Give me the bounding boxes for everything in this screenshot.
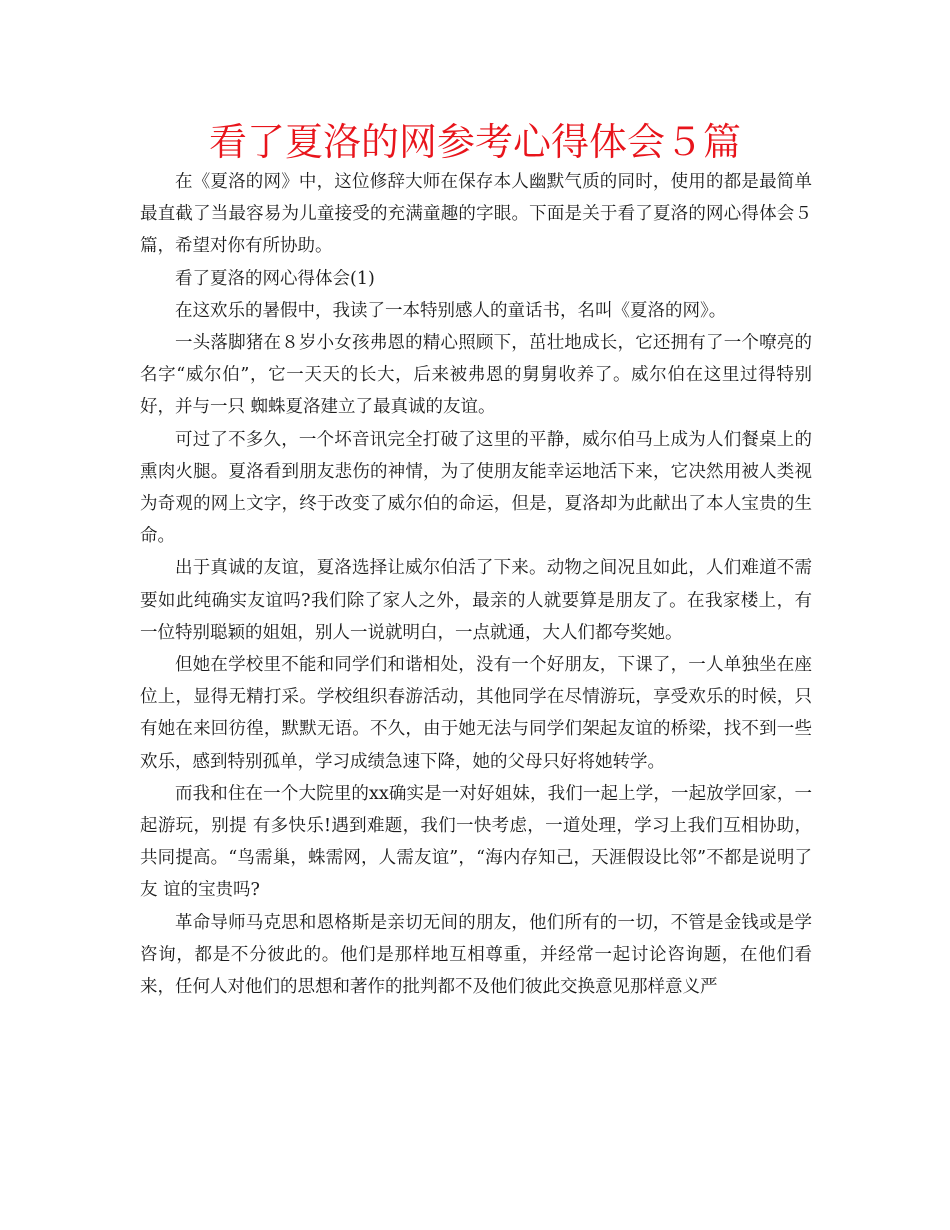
paragraph: 而我和住在一个大院里的xx确实是一对好姐妹，我们一起上学，一起放学回家，一起游玩，别提 有多快乐!遇到难题，我们一快考虑，一道处理，学习上我们互相协助，共同提高。“鸟需巢，蛛需网，人需友谊”，“海内存知己，天涯假设比邻”不都是说明了友 谊的宝贵吗? [140, 783, 812, 901]
document-body [140, 166, 812, 1003]
paragraph-intro: 在《夏洛的网》中，这位修辞大师在保存本人幽默气质的同时，使用的都是最简单最直截了当最容易为儿童接受的充满童趣的字眼。下面是关于看了夏洛的网心得体会５篇，希望对你有所协助。 [140, 172, 812, 257]
paragraph: 出于真诚的友谊，夏洛选择让威尔伯活了下来。动物之间况且如此，人们难道不需要如此纯确实友谊吗?我们除了家人之外，最亲的人就要算是朋友了。在我家楼上，有一位特别聪颖的姐姐，别人一说就明白，一点就通，大人们都夸奖她。 [140, 558, 812, 643]
section-heading: 看了夏洛的网心得体会(1) [175, 268, 375, 289]
document-title: 看了夏洛的网参考心得体会５篇 [208, 120, 741, 164]
paragraph: 在这欢乐的暑假中，我读了一本特别感人的童话书，名叫《夏洛的网》。 [175, 300, 727, 321]
paragraph: 可过了不多久，一个坏音讯完全打破了这里的平静，威尔伯马上成为人们餐桌上的熏肉火腿。夏洛看到朋友悲伤的神情，为了使朋友能幸运地活下来，它决然用被人类视为奇观的网上文字，终于改变了威尔伯的命运，但是，夏洛却为此献出了本人宝贵的生命。 [140, 429, 812, 547]
paragraph: 一头落脚猪在８岁小女孩弗恩的精心照顾下，茁壮地成长，它还拥有了一个嘹亮的名字“威尔伯”，它一天天的长大，后来被弗恩的舅舅收养了。威尔伯在这里过得特别好，并与一只 蜘蛛夏洛建立了最真诚的友谊。 [140, 333, 812, 418]
paragraph: 但她在学校里不能和同学们和谐相处，没有一个好朋友，下课了，一人单独坐在座位上，显得无精打采。学校组织春游活动，其他同学在尽情游玩，享受欢乐的时候，只有她在来回彷徨，默默无语。不久，由于她无法与同学们架起友谊的桥梁，找不到一些欢乐，感到特别孤单，学习成绩急速下降，她的父母只好将她转学。 [140, 655, 812, 772]
paragraph: 革命导师马克思和恩格斯是亲切无间的朋友，他们所有的一切，不管是金钱或是学咨询，都是不分彼此的。他们是那样地互相尊重，并经常一起讨论咨询题，在他们看来，任何人对他们的思想和著作的批判都不及他们彼此交换意见那样意义严 [140, 912, 812, 998]
